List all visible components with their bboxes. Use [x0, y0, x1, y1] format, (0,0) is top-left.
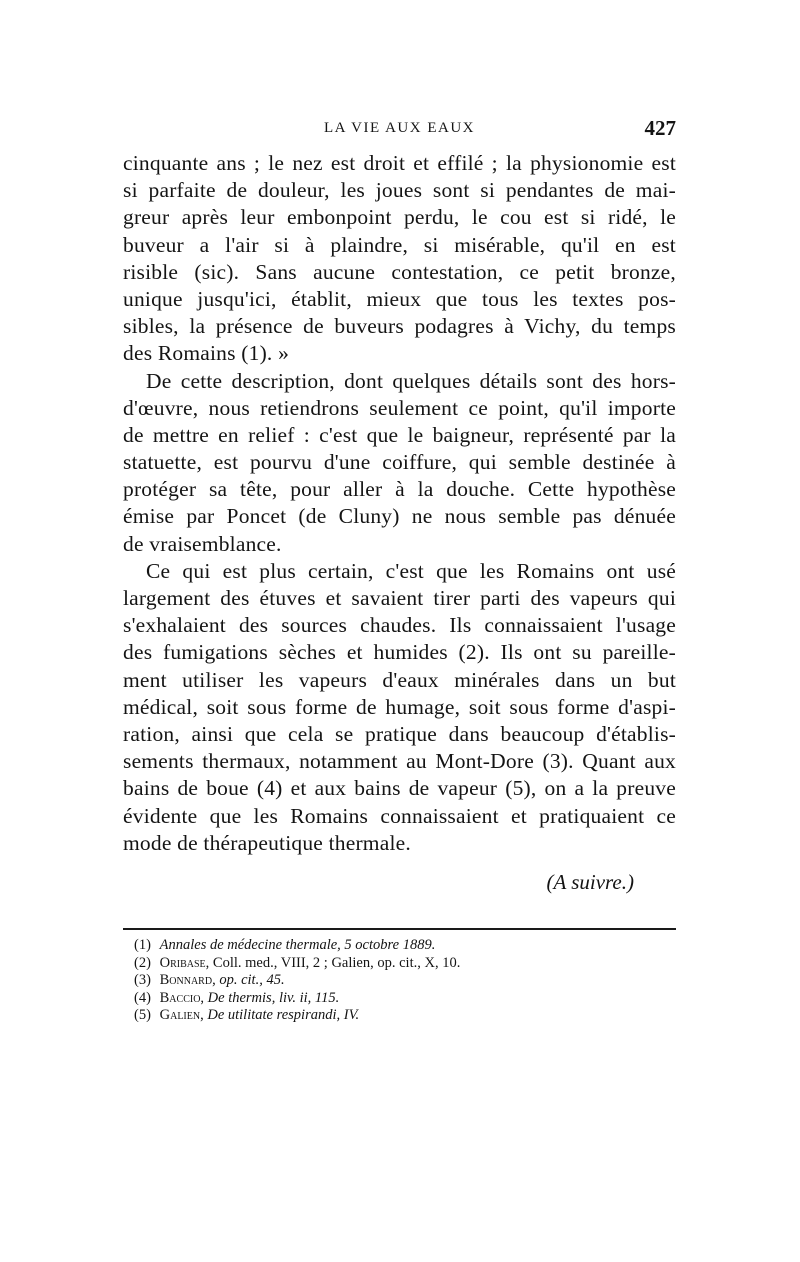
footnote-rule: [123, 928, 676, 930]
running-title: LA VIE AUX EAUX: [324, 120, 475, 136]
footnote-3: [134, 972, 676, 990]
footnote-author: Baccio,: [159, 989, 205, 1006]
footnote-author: Galien,: [159, 1007, 204, 1024]
footnote-text: Coll. med., VIII, 2 ; Galien, op. cit., X, 10.: [212, 954, 461, 971]
footnote-number: (5): [134, 1007, 151, 1024]
text-line: des Romains (1). »: [123, 341, 290, 366]
text-line: protéger sa tête, pour aller à la douche. Cette hypothèse: [123, 477, 676, 502]
text-line: sements thermaux, notamment au Mont-Dore (3). Quant aux: [123, 749, 676, 774]
footnote-5: [134, 1007, 676, 1025]
footnote-text: Annales de médecine thermale, 5 octobre 1889.: [159, 937, 436, 953]
text-line: Ce qui est plus certain, c'est que les Romains ont usé: [146, 558, 676, 583]
text-line: médical, soit sous forme de humage, soit sous forme d'aspi-: [123, 694, 676, 719]
page-header: [123, 116, 676, 144]
footnote-4: [134, 990, 676, 1008]
text-line: risible (sic). Sans aucune contestation, ce petit bronze,: [123, 259, 676, 284]
text-line: sibles, la présence de buveurs podagres à Vichy, du temps: [123, 314, 676, 339]
text-line: ration, ainsi que cela se pratique dans beaucoup d'établis-: [123, 721, 676, 746]
footnote-text: op. cit., 45.: [219, 972, 285, 989]
text-line: de vraisemblance.: [123, 531, 282, 556]
text-line: ment utiliser les vapeurs d'eaux minérales dans un but: [123, 667, 676, 692]
text-line: bains de boue (4) et aux bains de vapeur (5), on a la preuve: [123, 776, 676, 801]
footnotes: [134, 937, 676, 1025]
text-line: émise par Poncet (de Cluny) ne nous semble pas dénuée: [123, 504, 676, 529]
footnote-author: Oribase,: [159, 954, 210, 971]
text-line: s'exhalaient des sources chaudes. Ils connaissaient l'usage: [123, 613, 676, 638]
footnote-text: De utilitate respirandi, IV.: [207, 1007, 360, 1024]
footnote-number: (2): [134, 954, 151, 971]
footnote-text: De thermis, liv. ii, 115.: [207, 989, 340, 1006]
text-line: mode de thérapeutique thermale.: [123, 830, 411, 855]
text-line: De cette description, dont quelques détails sont des hors-: [146, 368, 676, 393]
text-line: cinquante ans ; le nez est droit et effilé ; la physionomie est: [123, 151, 676, 175]
to-be-continued: (A suivre.): [546, 870, 634, 894]
text-line: buveur a l'air si à plaindre, si misérable, qu'il en est: [123, 232, 676, 257]
text-line: évidente que les Romains connaissaient et pratiquaient ce: [123, 803, 676, 828]
page-number: 427: [644, 116, 676, 140]
body-text: [123, 150, 676, 857]
text-line: largement des étuves et savaient tirer parti des vapeurs qui: [123, 586, 676, 610]
text-line: des fumigations sèches et humides (2). Ils ont su pareille-: [123, 640, 676, 665]
footnote-2: [134, 955, 676, 973]
footnote-number: (4): [134, 989, 151, 1006]
text-line: statuette, est pourvu d'une coiffure, qui semble destinée à: [123, 450, 676, 475]
footnote-1: [134, 937, 676, 955]
text-line: greur après leur embonpoint perdu, le cou est si ridé, le: [123, 205, 676, 230]
text-line: de mettre en relief : c'est que le baigneur, représenté par la: [123, 422, 676, 447]
text-line: si parfaite de douleur, les joues sont si pendantes de mai-: [123, 178, 676, 203]
footnote-number: (1): [134, 937, 151, 953]
footnote-number: (3): [134, 972, 151, 989]
footnote-author: Bonnard,: [159, 972, 216, 989]
text-line: unique jusqu'ici, établit, mieux que tous les textes pos-: [123, 286, 676, 311]
text-line: d'œuvre, nous retiendrons seulement ce point, qu'il importe: [123, 395, 676, 420]
